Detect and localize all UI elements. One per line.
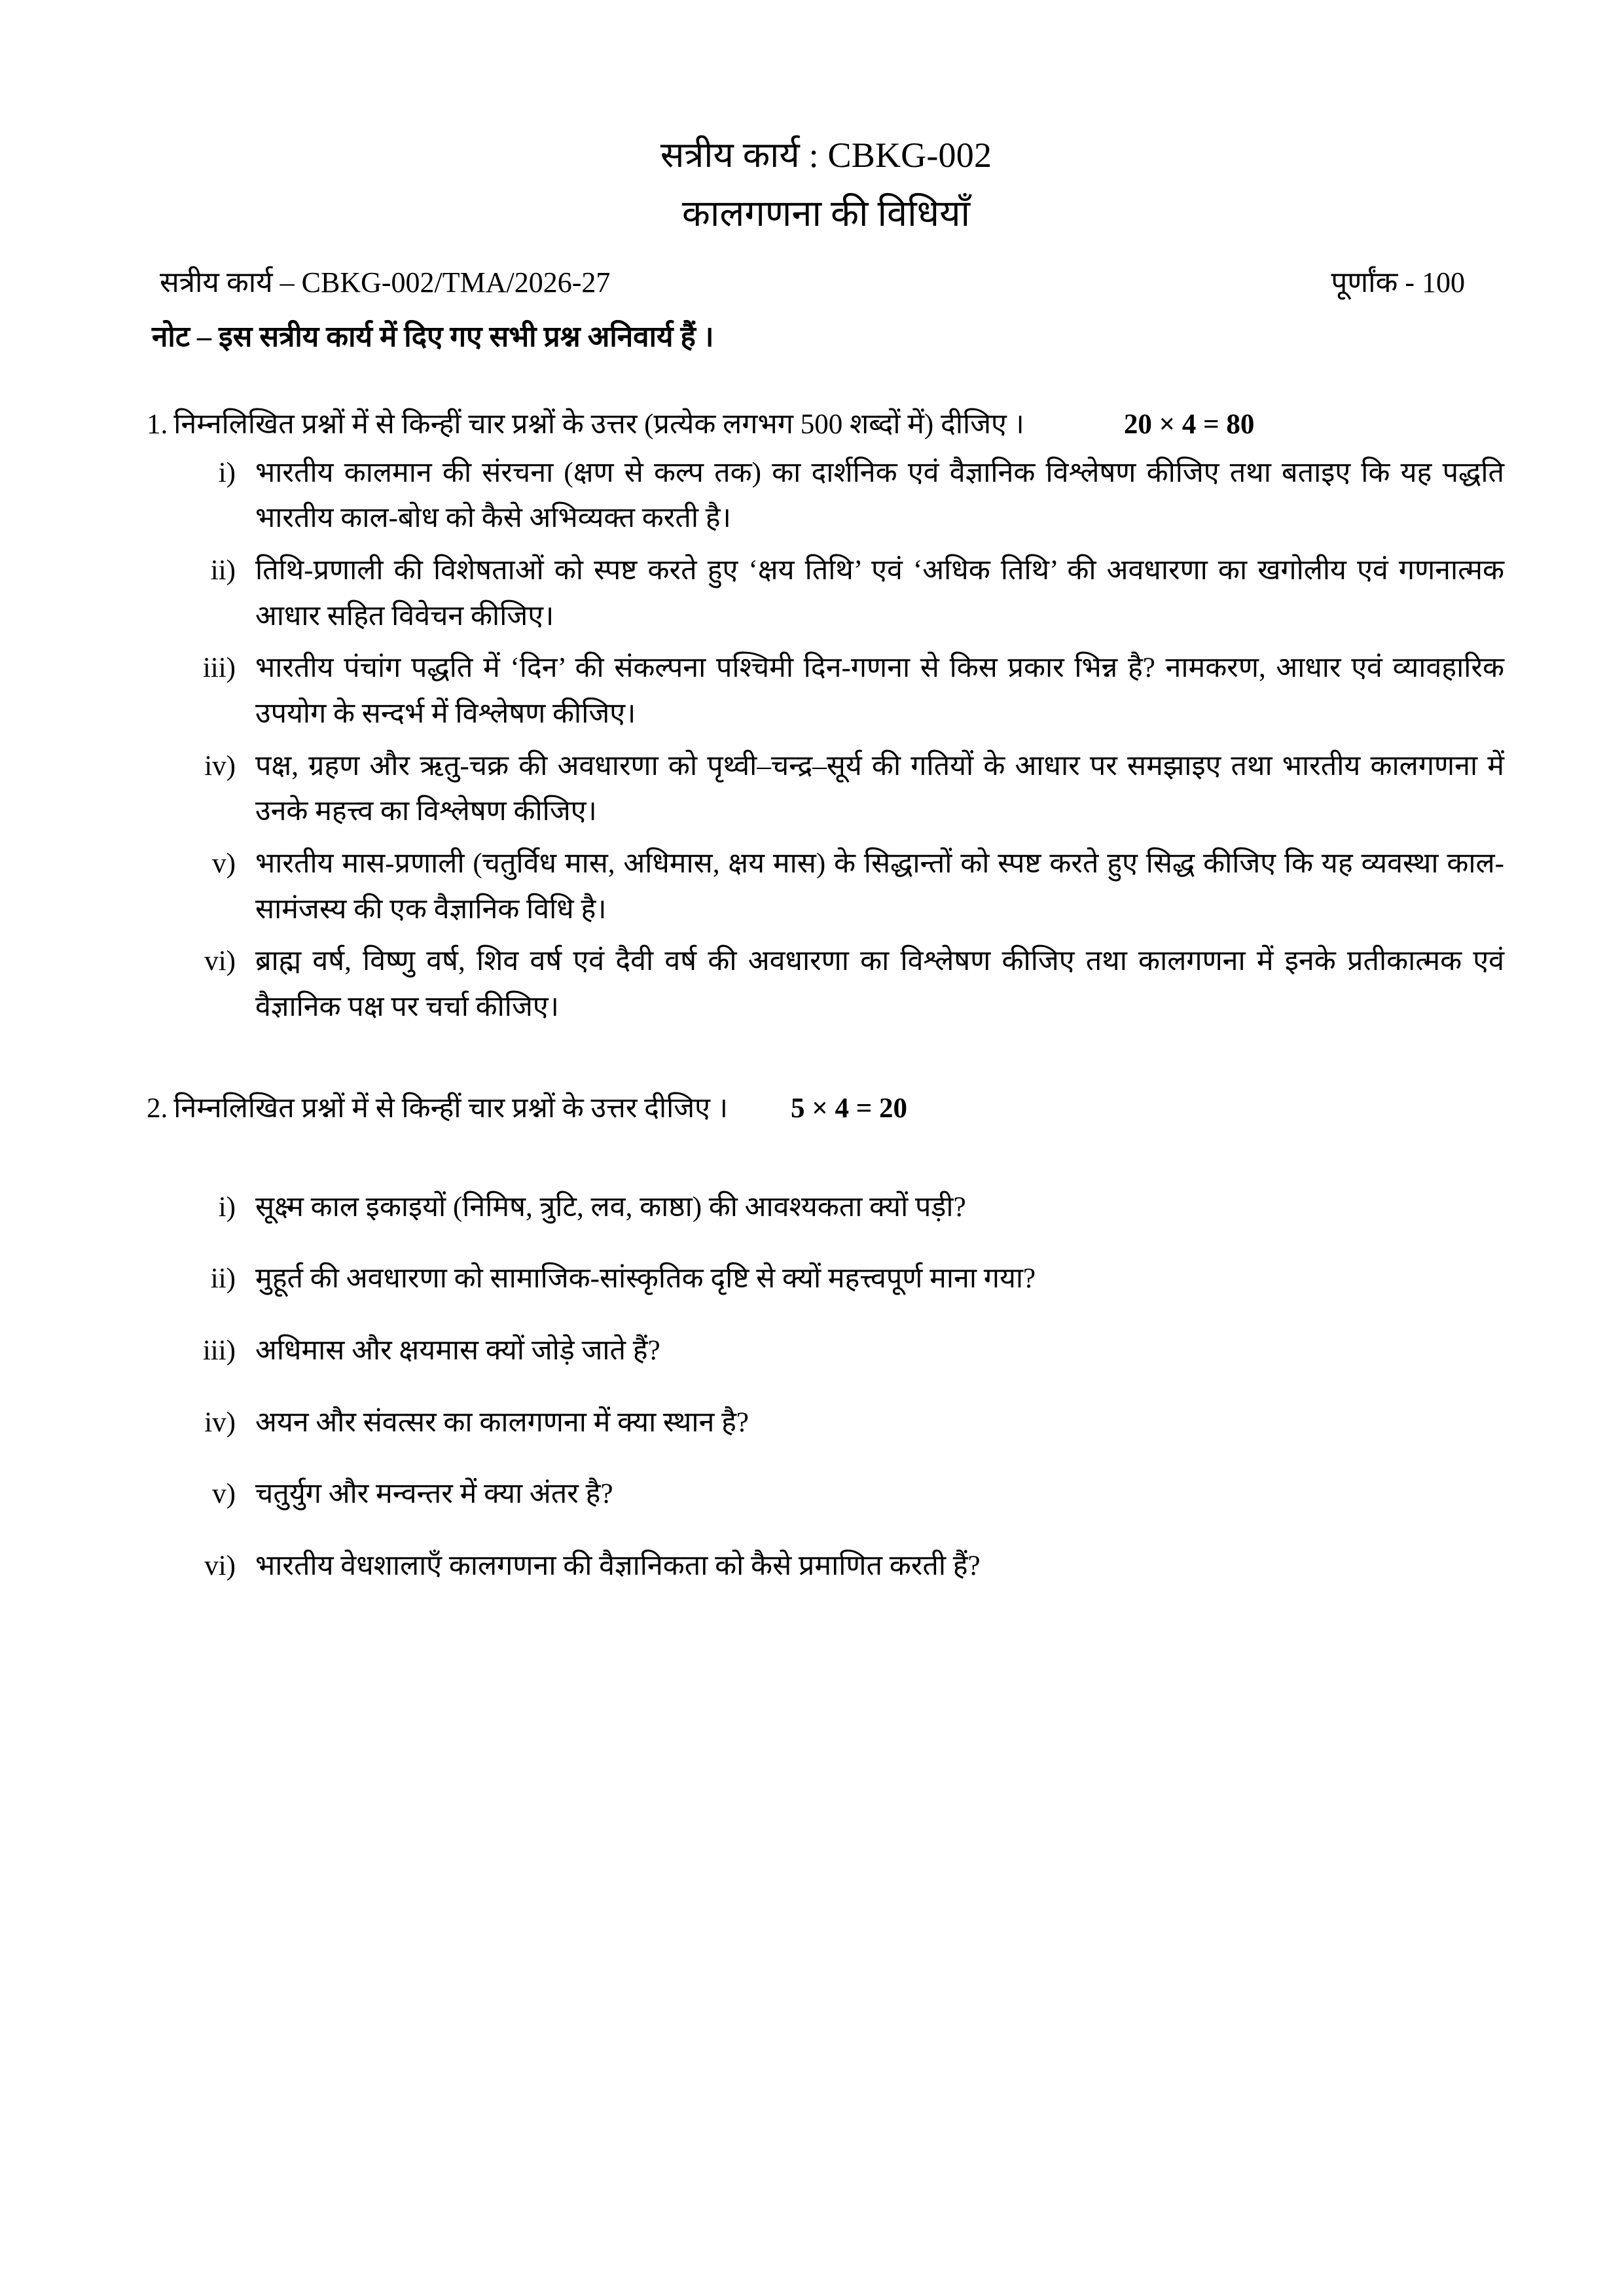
list-item <box>145 939 1507 1030</box>
list-item <box>145 450 1507 541</box>
question-marker: ii) <box>210 1263 236 1295</box>
list-item <box>145 1471 1507 1517</box>
page-title: सत्रीय कार्य : CBKG-002 <box>660 135 992 175</box>
assignment-meta-row <box>145 236 1507 301</box>
question-marker: vi) <box>204 946 236 977</box>
list-item <box>145 548 1507 639</box>
question-text: चतुर्युग और मन्वन्तर में क्या अंतर है? <box>255 1479 613 1510</box>
section-2-number: 2. <box>147 1093 168 1124</box>
list-item <box>145 841 1507 932</box>
section-1-number: 1. <box>147 408 168 440</box>
question-marker: i) <box>218 457 236 488</box>
section-2-marks: 5 × 4 = 20 <box>791 1093 908 1124</box>
question-text: सूक्ष्म काल इकाइयों (निमिष, त्रुटि, लव, काष्ठा) की आवश्यकता क्यों पड़ी? <box>255 1191 966 1223</box>
list-item <box>145 1543 1507 1589</box>
section-1-instruction: निम्नलिखित प्रश्नों में से किन्हीं चार प्रश्नों के उत्तर (प्रत्येक लगभग 500 शब्दों में) दीजिए । <box>173 408 1024 440</box>
question-section-1 <box>145 356 1507 1030</box>
list-item <box>145 1400 1507 1446</box>
list-item <box>145 645 1507 736</box>
question-text: ब्राह्म वर्ष, विष्णु वर्ष, शिव वर्ष एवं दैवी वर्ष की अवधारणा का विश्लेषण कीजिए तथा कालगणना में इनके प्रतीकात्मक एवं वैज्ञानिक पक्ष पर चर्चा कीजिए। <box>255 946 1504 1022</box>
note-line: नोट – इस सत्रीय कार्य में दिए गए सभी प्रश्न अनिवार्य हैं । <box>152 321 714 353</box>
section-1-question-list <box>145 450 1507 1030</box>
total-marks: पूर्णांक - 100 <box>1331 266 1465 299</box>
section-2-heading <box>145 1090 1507 1128</box>
question-marker: vi) <box>204 1550 236 1581</box>
list-item <box>145 1256 1507 1302</box>
question-section-2 <box>145 1030 1507 1588</box>
question-marker: i) <box>218 1191 236 1223</box>
page-subtitle: कालगणना की विधियाँ <box>681 193 971 234</box>
question-marker: iii) <box>202 1335 236 1366</box>
list-item <box>145 1185 1507 1230</box>
section-2-instruction: निम्नलिखित प्रश्नों में से किन्हीं चार प्रश्नों के उत्तर दीजिए । <box>173 1093 729 1124</box>
section-1-marks: 20 × 4 = 80 <box>1123 408 1255 440</box>
list-item <box>145 744 1507 834</box>
question-marker: v) <box>212 1479 236 1510</box>
question-marker: iii) <box>202 653 236 684</box>
question-text: भारतीय पंचांग पद्धति में ‘दिन’ की संकल्पना पश्चिमी दिन-गणना से किस प्रकार भिन्न है? नामकरण, आधार एवं व्यावहारिक उपयोग के सन्दर्भ में विश्लेषण कीजिए। <box>255 653 1504 729</box>
question-text: भारतीय मास-प्रणाली (चतुर्विध मास, अधिमास, क्षय मास) के सिद्धान्तों को स्पष्ट करते हुए सिद्ध कीजिए कि यह व्यवस्था काल-सामंजस्य की एक वैज्ञानिक विधि है। <box>255 848 1504 925</box>
assignment-code: सत्रीय कार्य – CBKG-002/TMA/2026-27 <box>160 266 611 299</box>
question-text: भारतीय कालमान की संरचना (क्षण से कल्प तक) का दार्शनिक एवं वैज्ञानिक विश्लेषण कीजिए तथा बताइए कि यह पद्धति भारतीय काल-बोध को कैसे अभिव्यक्त करती है। <box>255 457 1504 534</box>
question-marker: iv) <box>204 750 236 781</box>
question-marker: v) <box>212 848 236 879</box>
question-marker: ii) <box>210 554 236 586</box>
question-text: अधिमास और क्षयमास क्यों जोड़े जाते हैं? <box>255 1335 660 1366</box>
question-text: पक्ष, ग्रहण और ऋतु-चक्र की अवधारणा को पृथ्वी–चन्द्र–सूर्य की गतियों के आधार पर समझाइए तथा भारतीय कालगणना में उनके महत्त्व का विश्लेषण कीजिए। <box>255 750 1504 827</box>
section-1-heading <box>145 406 1507 444</box>
question-text: तिथि-प्रणाली की विशेषताओं को स्पष्ट करते हुए ‘क्षय तिथि’ एवं ‘अधिक तिथि’ की अवधारणा का खगोलीय एवं गणनात्मक आधार सहित विवेचन कीजिए। <box>255 554 1504 632</box>
question-text: मुहूर्त की अवधारणा को सामाजिक-सांस्कृतिक दृष्टि से क्यों महत्त्वपूर्ण माना गया? <box>255 1263 1036 1295</box>
question-marker: iv) <box>204 1407 236 1438</box>
section-2-question-list <box>145 1128 1507 1589</box>
list-item <box>145 1328 1507 1374</box>
question-text: भारतीय वेधशालाएँ कालगणना की वैज्ञानिकता को कैसे प्रमाणित करती हैं? <box>255 1550 981 1581</box>
question-text: अयन और संवत्सर का कालगणना में क्या स्थान है? <box>255 1407 749 1438</box>
document-content <box>145 0 1507 1588</box>
